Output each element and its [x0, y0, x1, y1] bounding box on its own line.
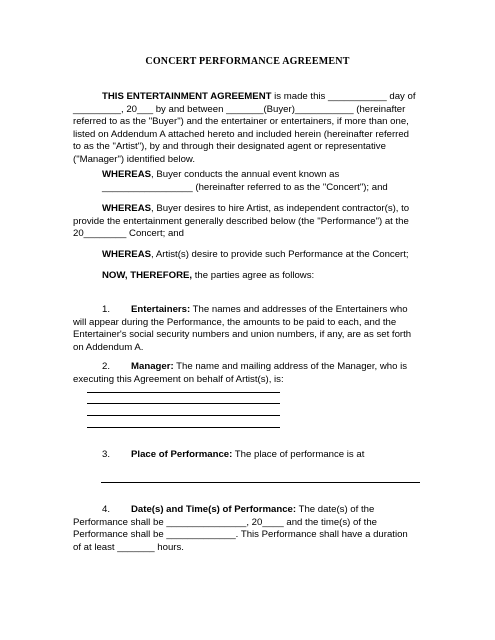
section-number: 1.: [102, 304, 111, 315]
whereas-concert-paragraph: WHEREAS, Buyer conducts the annual event known as _________________ (hereinafter referred to as the "Concert"); and: [102, 169, 388, 193]
section-heading: Manager:: [131, 361, 174, 372]
now-therefore-paragraph: NOW, THEREFORE, the parties agree as follows:: [102, 270, 315, 281]
section-place: 3. Place of Performance: The place of performance is at: [73, 449, 425, 462]
manager-line-1[interactable]: [87, 392, 280, 393]
section-dates: 4. Date(s) and Time(s) of Performance: The date(s) of the Performance shall be _______________, 20____ and the time(s) of the Performance shall be _____________. This Performance shall have a duration of at least _______ hours.: [73, 504, 408, 553]
section-heading: Date(s) and Time(s) of Performance:: [131, 504, 297, 515]
section-heading: Entertainers:: [131, 304, 191, 315]
intro-lead: THIS ENTERTAINMENT AGREEMENT: [102, 91, 272, 102]
section-number: 2.: [102, 361, 111, 372]
whereas-provide-paragraph: WHEREAS, Artist(s) desire to provide such Performance at the Concert;: [102, 249, 409, 260]
section-number: 4.: [102, 504, 111, 515]
manager-line-3[interactable]: [87, 415, 280, 416]
place-line[interactable]: [101, 482, 420, 483]
section-entertainers: 1. Entertainers: The names and addresses of the Entertainers who will appear during the Performance, the amounts to be paid to each, and the Entertainer's social security numbers and union numbers, if any, are as set forth on Addendum A.: [73, 304, 412, 353]
manager-line-2[interactable]: [87, 403, 280, 404]
section-heading: Place of Performance:: [131, 449, 233, 460]
manager-line-4[interactable]: [87, 427, 280, 428]
whereas-hire-paragraph: WHEREAS, Buyer desires to hire Artist, as independent contractor(s), to provide the entertainment generally described below (the "Performance") at the 20________ Concert; and: [73, 203, 410, 240]
section-manager: 2. Manager: The name and mailing address of the Manager, who is executing this Agreement on behalf of Artist(s), is:: [73, 361, 408, 385]
section-number: 3.: [102, 449, 111, 460]
intro-paragraph: THIS ENTERTAINMENT AGREEMENT is made this ___________ day of _________, 20___ by and between _______(Buyer)___________ (hereinafter referred to as the "Buyer") and the entertainer or entertainers, if more than one, listed on Addendum A attached hereto and included herein (hereinafter referred to as the "Artist"), by and through their designated agent or representative ("Manager") identified below.: [73, 91, 416, 165]
page-title: CONCERT PERFORMANCE AGREEMENT: [145, 56, 350, 67]
